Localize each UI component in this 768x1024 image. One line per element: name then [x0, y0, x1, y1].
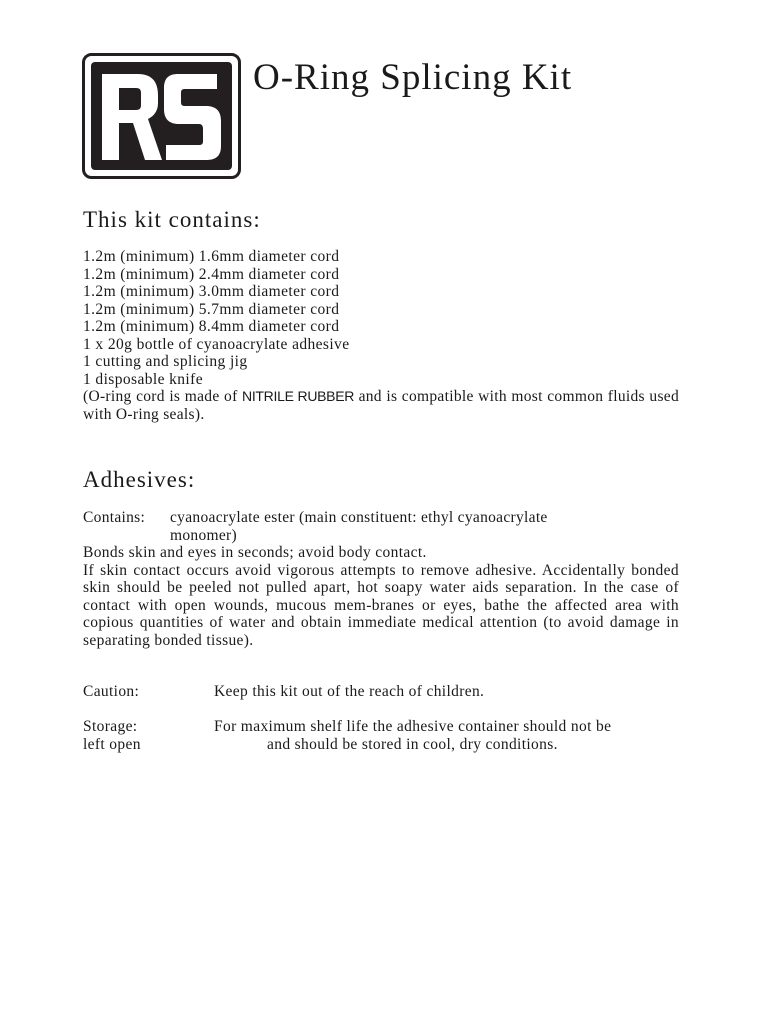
list-item: 1.2m (minimum) 8.4mm diameter cord: [83, 318, 340, 335]
rs-logo-mark: [82, 53, 241, 179]
contains-label: Contains:: [83, 509, 146, 526]
first-aid-text: If skin contact occurs avoid vigorous attempts to remove adhesive. Accidentally bonded skin should be peeled not pulled apart, hot soapy water aids separation. In the case of contact with open wounds, mucous mem-branes or eyes, bathe the affected area with copious quantities of water and obtain immediate medical attention (to avoid damage in separating bonded tissue).: [83, 561, 679, 649]
material-name: NITRILE RUBBER: [242, 388, 355, 404]
list-item: 1.2m (minimum) 3.0mm diameter cord: [83, 283, 340, 300]
safety-paragraph: [83, 544, 679, 649]
material-note-start: (O-ring cord is made of: [83, 388, 243, 405]
list-item: 1 cutting and splicing jig: [83, 353, 248, 370]
contains-text-continued: monomer): [170, 526, 237, 544]
list-item: 1 x 20g bottle of cyanoacrylate adhesive: [83, 335, 350, 353]
storage-label-continued: left open: [83, 736, 141, 753]
list-item: 1.2m (minimum) 1.6mm diameter cord: [83, 248, 340, 265]
kit-contents-list: [83, 248, 679, 388]
contains-text: cyanoacrylate ester (main constituent: ethyl cyanoacrylate: [170, 509, 548, 526]
adhesive-contents: [83, 509, 679, 544]
adhesives-heading: Adhesives:: [83, 467, 196, 492]
rs-logo: [82, 53, 241, 179]
storage-text-continued: and should be stored in cool, dry conditions.: [267, 736, 558, 753]
page-title: O-Ring Splicing Kit: [253, 57, 573, 98]
caution-label: Caution:: [83, 683, 140, 700]
kit-contents-heading: This kit contains:: [83, 207, 261, 232]
list-item: 1.2m (minimum) 5.7mm diameter cord: [83, 300, 340, 318]
material-note-end: and is compatible with most common fluids used with O-ring seals).: [83, 388, 680, 423]
storage-text: For maximum shelf life the adhesive container should not be: [214, 718, 612, 735]
bonds-warning: Bonds skin and eyes in seconds; avoid body contact.: [83, 544, 427, 561]
list-item: 1.2m (minimum) 2.4mm diameter cord: [83, 265, 340, 283]
material-note: [83, 388, 679, 423]
list-item: 1 disposable knife: [83, 370, 203, 388]
caution-text: Keep this kit out of the reach of children.: [214, 683, 485, 700]
storage-label: Storage:: [83, 718, 138, 735]
